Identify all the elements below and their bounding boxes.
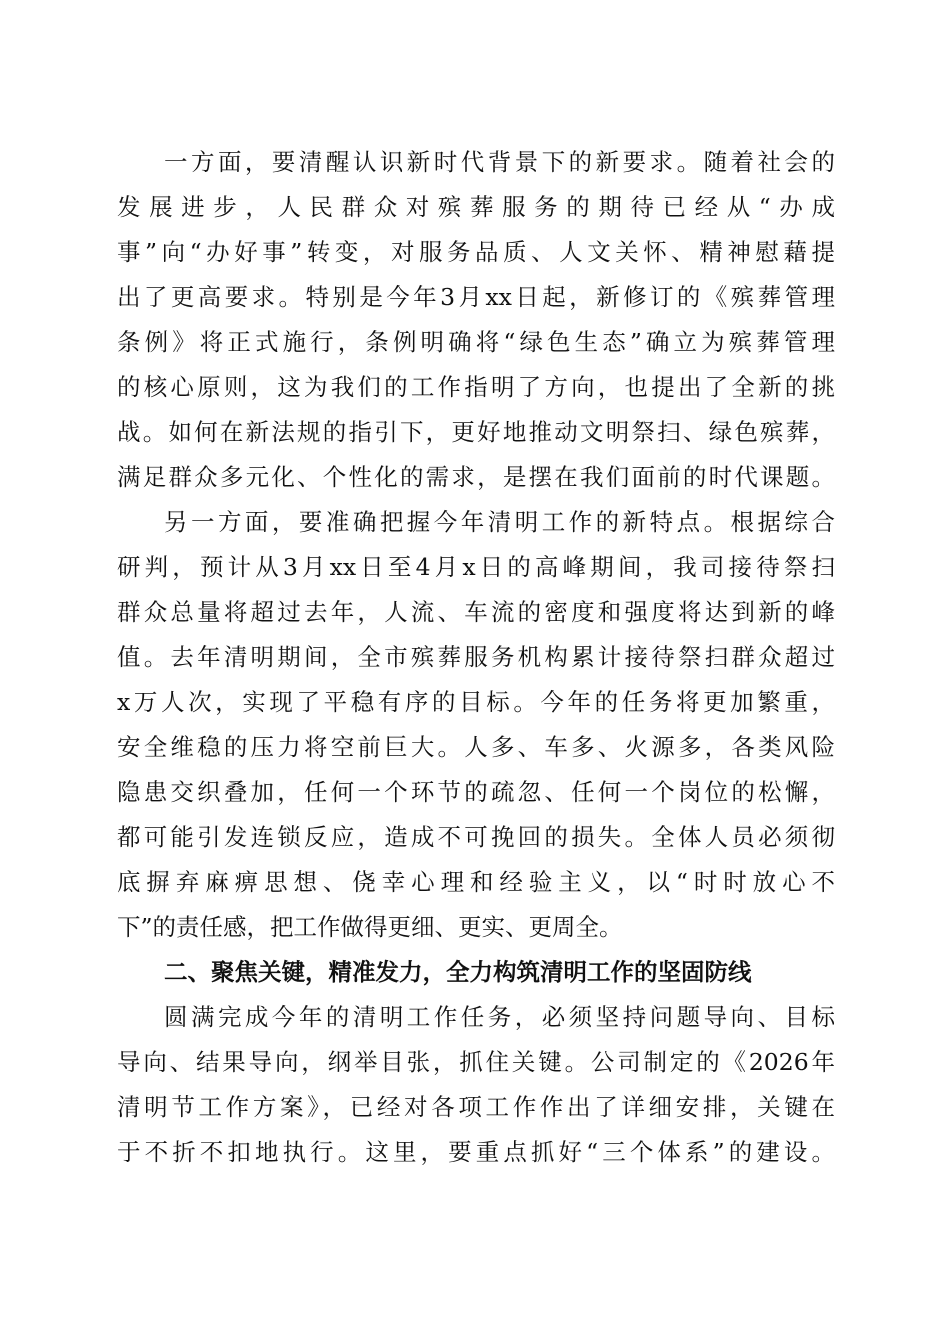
text-line: 出了更高要求。特别是今年3月xx日起，新修订的《殡葬管理 (117, 283, 835, 311)
text-line: 隐患交织叠加，任何一个环节的疏忽、任何一个岗位的松懈， (117, 778, 835, 806)
text-line: 都可能引发连锁反应，造成不可挽回的损失。全体人员必须彻 (117, 823, 835, 851)
text-line: 下”的责任感，把工作做得更细、更实、更周全。 (117, 913, 623, 941)
text-line: 发展进步，人民群众对殡葬服务的期待已经从“办成 (117, 193, 835, 221)
text-line: 战。如何在新法规的指引下，更好地推动文明祭扫、绿色殡葬， (117, 418, 835, 446)
text-line: 底摒弃麻痹思想、侥幸心理和经验主义，以“时时放心不 (117, 868, 835, 896)
paragraph-new-requirements (117, 140, 835, 500)
text-line: 圆满完成今年的清明工作任务，必须坚持问题导向、目标 (164, 1003, 835, 1031)
text-line: 的核心原则，这为我们的工作指明了方向，也提出了全新的挑 (117, 373, 835, 401)
text-line: 值。去年清明期间，全市殡葬服务机构累计接待祭扫群众超过 (117, 643, 835, 671)
paragraph-new-characteristics (117, 500, 835, 950)
text-line: 另一方面，要准确把握今年清明工作的新特点。根据综合 (164, 508, 835, 536)
text-line: 条例》将正式施行，条例明确将“绿色生态”确立为殡葬管理 (117, 328, 835, 356)
text-line: 导向、结果导向，纲举目张，抓住关键。公司制定的《2026年 (117, 1048, 835, 1076)
document-page (117, 140, 835, 1175)
text-line: 事”向“办好事”转变，对服务品质、人文关怀、精神慰藉提 (117, 238, 835, 266)
text-line: 安全维稳的压力将空前巨大。人多、车多、火源多，各类风险 (117, 733, 835, 761)
text-line: 清明节工作方案》，已经对各项工作作出了详细安排，关键在 (117, 1093, 835, 1121)
paragraph-three-systems (117, 995, 835, 1175)
text-line: 群众总量将超过去年，人流、车流的密度和强度将达到新的峰 (117, 598, 835, 626)
section-heading: 二、聚焦关键，精准发力，全力构筑清明工作的坚固防线 (164, 958, 752, 986)
text-line: 研判，预计从3月xx日至4月x日的高峰期间，我司接待祭扫 (117, 553, 835, 581)
text-line: 一方面，要清醒认识新时代背景下的新要求。随着社会的 (164, 148, 835, 176)
text-line: 于不折不扣地执行。这里，要重点抓好“三个体系”的建设。 (117, 1138, 835, 1166)
text-line: 满足群众多元化、个性化的需求，是摆在我们面前的时代课题。 (117, 463, 835, 491)
text-line: x万人次，实现了平稳有序的目标。今年的任务将更加繁重， (117, 688, 835, 716)
